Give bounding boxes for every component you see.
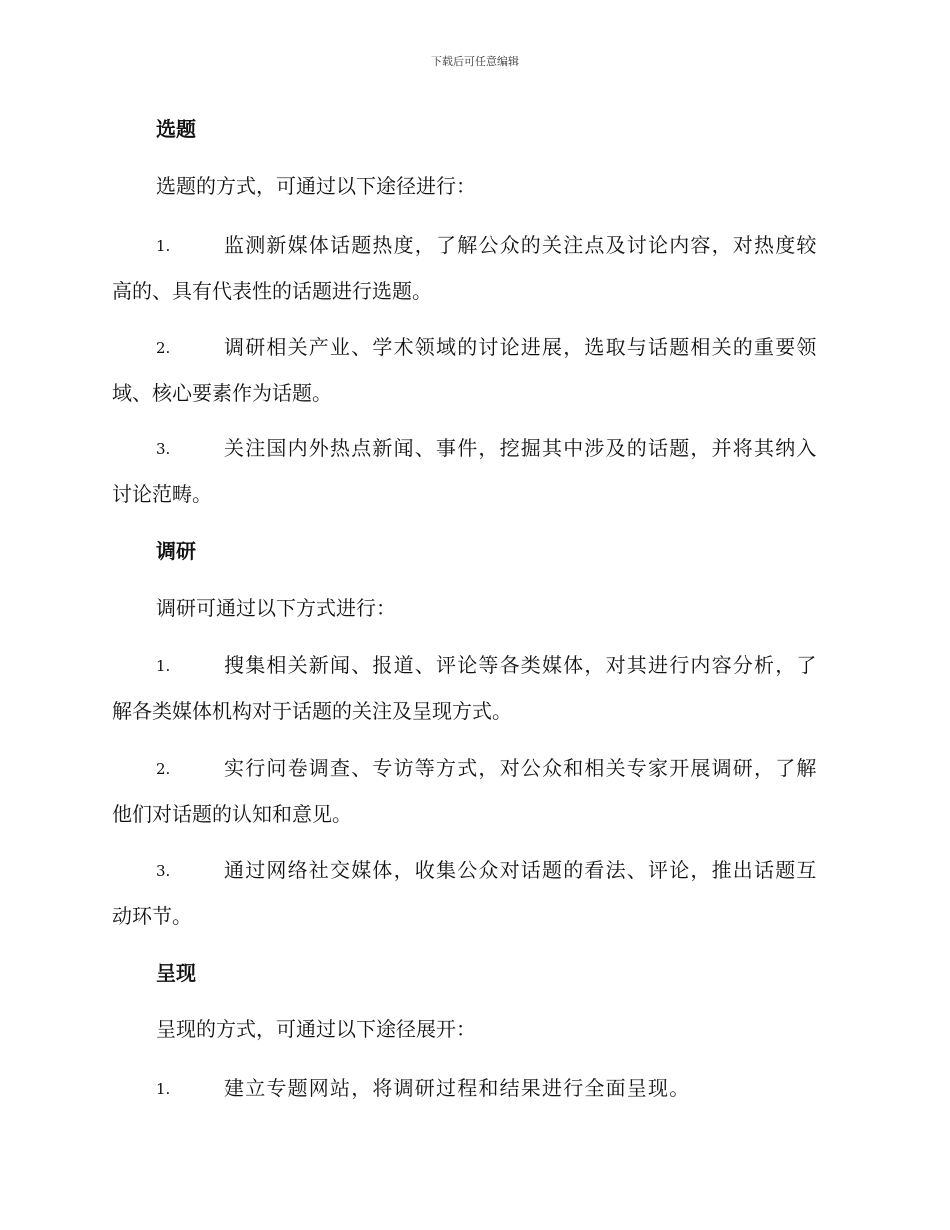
section-title-research: 调研 (156, 539, 196, 563)
section-title-topic-selection: 选题 (156, 117, 196, 141)
list-item-number: 1. (156, 1080, 171, 1098)
list-item-number: 2. (156, 760, 171, 778)
list-item-text-continued: 他们对话题的认知和意见。 (112, 802, 352, 826)
list-item (112, 233, 834, 303)
list-item (112, 858, 834, 928)
page-header-note: 下载后可任意编辑 (431, 55, 519, 68)
list-item-text: 建立专题网站，将调研过程和结果进行全面呈现。 (224, 1076, 691, 1100)
list-item-text: 监测新媒体话题热度，了解公众的关注点及讨论内容，对热度较 (224, 233, 818, 257)
list-item-text: 调研相关产业、学术领域的讨论进展，选取与话题相关的重要领 (224, 335, 818, 359)
list-item (112, 1076, 834, 1100)
list-item-number: 1. (156, 657, 171, 675)
list-item-text-continued: 动环节。 (112, 904, 192, 928)
list-item (112, 436, 834, 506)
list-item-text-continued: 高的、具有代表性的话题进行选题。 (112, 279, 432, 303)
list-item-number: 3. (156, 862, 171, 880)
list-item-text: 关注国内外热点新闻、事件，挖掘其中涉及的话题，并将其纳入 (224, 436, 818, 460)
list-item (112, 756, 834, 826)
list-item-text-continued: 讨论范畴。 (112, 482, 212, 506)
list-item-number: 1. (156, 237, 171, 255)
list-item-text: 通过网络社交媒体，收集公众对话题的看法、评论，推出话题互 (224, 858, 818, 882)
list-item (112, 653, 834, 723)
section-title-presentation: 呈现 (156, 961, 196, 985)
section-intro: 选题的方式，可通过以下途径进行： (156, 174, 476, 198)
list-item (112, 335, 834, 405)
section-intro: 调研可通过以下方式进行： (156, 596, 396, 620)
list-item-text-continued: 域、核心要素作为话题。 (112, 381, 332, 405)
section-intro: 呈现的方式，可通过以下途径展开： (156, 1017, 476, 1041)
list-item-number: 3. (156, 440, 171, 458)
list-item-text-continued: 解各类媒体机构对于话题的关注及呈现方式。 (112, 699, 512, 723)
list-item-text: 实行问卷调查、专访等方式，对公众和相关专家开展调研，了解 (224, 756, 818, 780)
list-item-text: 搜集相关新闻、报道、评论等各类媒体，对其进行内容分析，了 (224, 653, 818, 677)
list-item-number: 2. (156, 339, 171, 357)
